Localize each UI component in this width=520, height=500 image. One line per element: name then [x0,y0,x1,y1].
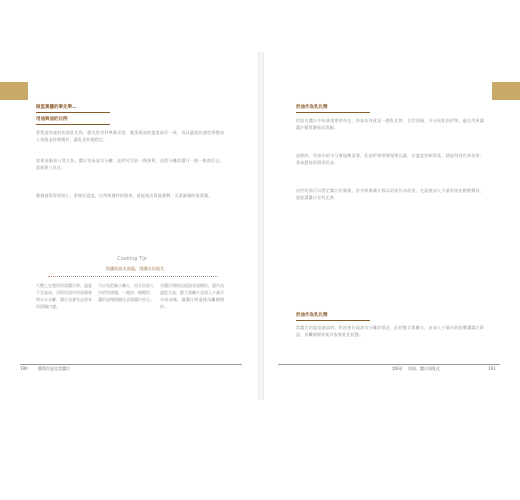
sidebar-heading: 別讓奶油太高溫，別讓水份流失 [105,266,165,271]
right-paragraph-3: 由於奶油可以穩定醬汁的質地，許多經典醬汁都以奶油作為收尾，在最後加入少量奶油並輕輕攪拌，就能讓醬汁更有光澤。 [296,188,484,200]
right-section-heading-2: 奶油作為乳化劑 [296,313,328,318]
right-section-heading-1: 奶油作為乳化劑 [296,105,328,110]
sidebar-caption: Cooking Tip [117,256,147,262]
left-heading-rule-2 [36,124,110,125]
left-paragraph-1: 要製造快速的奶油乳化物，應先把食材準備妥當，雞蛋與油的溫度最好一致，再以適當的速度慢慢加入油脂並持續攪拌，讓乳化狀態穩定。 [36,130,224,142]
sidebar-divider [48,276,218,277]
right-heading-rule-1 [296,112,370,113]
sidebar-column-2: 可以先把鍋子離火，再分次加入冷的奶油塊，一邊加一邊攪拌，讓奶油慢慢融化並與醬汁結合。 [98,283,154,302]
right-gold-bar [492,82,520,100]
sidebar-column-3: 若醬汁開始出現油光或顆粒，就代表溫度太高，應立刻離火並加入少量冷水或冰塊，讓醬汁降溫後再繼續攪拌。 [160,283,224,309]
left-section-heading-1: 做蛋黃醬的事先準… [36,105,77,110]
left-paragraph-2: 如果油脂加入得太快，醬汁容易油水分離；此時可另取一顆蛋黃，再把分離的醬汁一點一點加回去，重新建立乳化。 [36,158,224,170]
right-paragraph-4: 當醬汁的溫度過高時，奶油會出現油水分離的情況，此時應立即離火，並加入少量冷的液體讓醬汁降溫，再繼續攪拌使其恢復乳化狀態。 [296,325,484,337]
right-paragraph-1: 奶油在醬汁中扮演重要的角色。奶油本身就是一種乳化物，含有油脂、水分與乳固形物，適合用來讓醬汁變得濃郁而滑順。 [296,118,484,130]
left-paragraph-3: 整個過程需要耐心，掌握好溫度、比例與攪拌的節奏，就能做出質地濃稠、光滑細緻的蛋黃醬。 [36,193,213,198]
left-footer-page-number: 190 [20,366,28,371]
left-footer-rule [20,364,242,365]
right-footer-rule [278,364,500,365]
sidebar-column-1: 大體上在製作奶油醬汁時，溫度不宜過高，否則奶油中的油脂會和水分分離，醬汁也會失去原本的滑順口感。 [36,283,92,309]
right-heading-rule-2 [296,320,370,321]
left-gold-bar [0,82,28,100]
left-footer-title: 簡單打造完美醬汁 [38,366,70,371]
right-footer-title: 奶油、醬汁與乳化 [408,366,440,371]
right-footer-chapter: 第6章 [392,366,403,371]
left-section-heading-2: 用油與油的比例 [36,117,68,122]
right-footer-page-number: 191 [488,366,496,371]
right-paragraph-2: 加熱時，奶油中的水分會逐漸蒸發，乳固形物則會慢慢沉澱，若溫度控制得當，就能得到色澤金黃、香氣濃郁的澄清奶油。 [296,153,484,165]
left-heading-rule-1 [36,112,110,113]
